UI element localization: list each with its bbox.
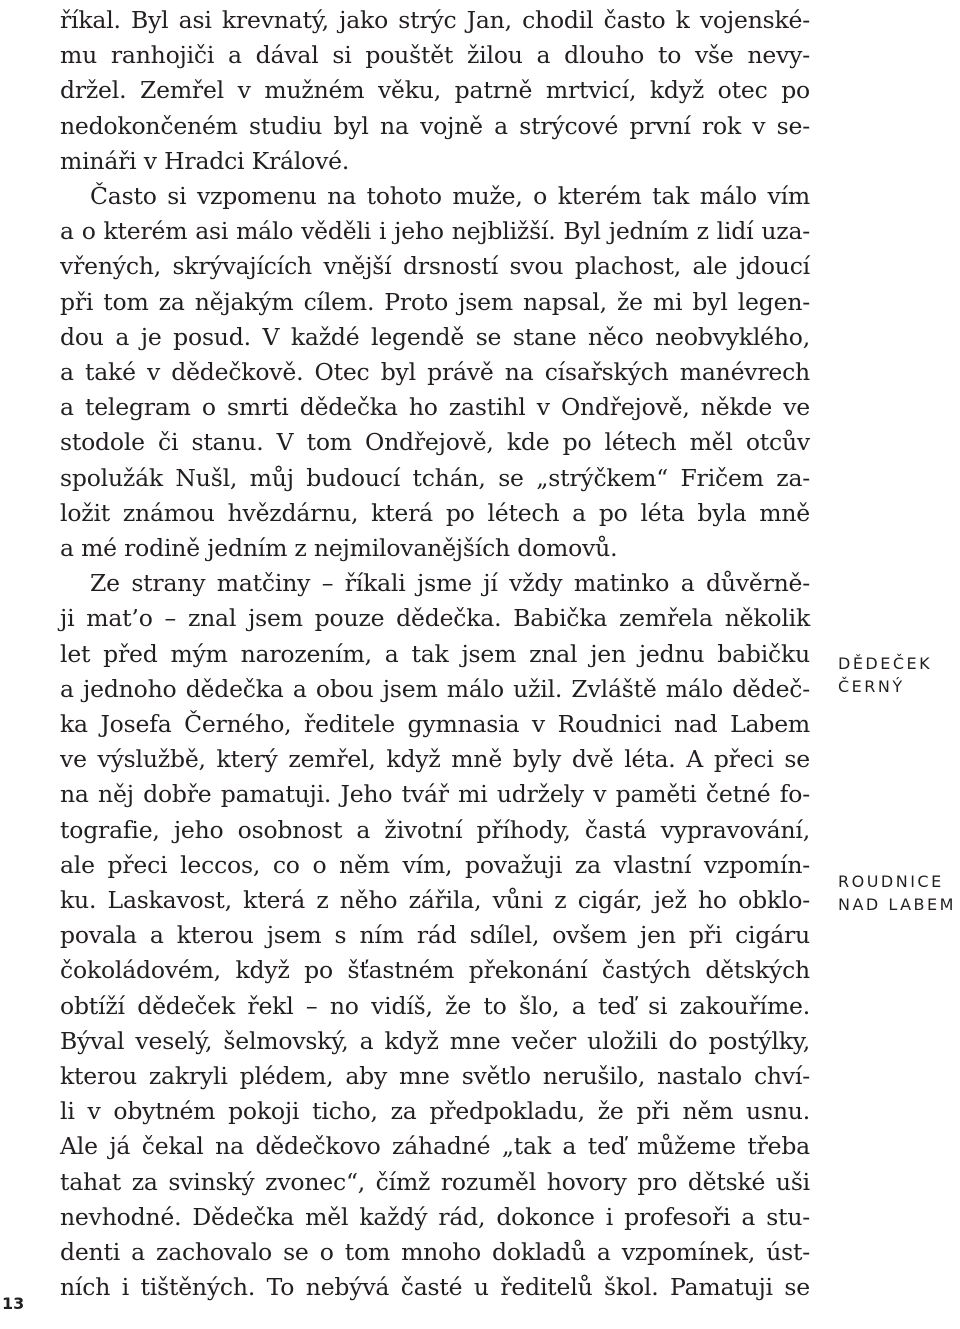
margin-note-line: ROUDNICE [838, 872, 944, 891]
text-line: dou a je posud. V každé legendě se stane něco neobvyklého, [60, 322, 810, 351]
text-line: ních i tištěných. To nebývá časté u ředitelů škol. Pamatuji se [60, 1273, 810, 1302]
text-line: nedokončeném studiu byl na vojně a strýcové první rok v se- [60, 111, 810, 140]
text-line: ku. Laskavost, která z něho zářila, vůni z cigár, jež ho obklo- [60, 886, 810, 914]
text-line: při tom za nějakým cílem. Proto jsem napsal, že mi byl legen- [60, 287, 810, 316]
text-line: kterou zakryli plédem, aby mne světlo nerušilo, nastalo chví- [60, 1062, 810, 1090]
text-line: ka Josefa Černého, ředitele gymnasia v Roudnici nad Labem [60, 710, 810, 738]
text-line: mu ranhojiči a dával si pouštět žilou a dlouho to vše nevy- [60, 41, 810, 70]
text-line: a telegram o smrti dědečka ho zastihl v Ondřejově, někde ve [60, 393, 810, 422]
text-line: Býval veselý, šelmovský, a když mne večer uložili do postýlky, [60, 1026, 810, 1055]
text-line: držel. Zemřel v mužném věku, patrně mrtvicí, když otec po [60, 76, 810, 105]
text-line: říkal. Byl asi krevnatý, jako strýc Jan, chodil často k vojenské- [60, 6, 810, 34]
text-line: denti a zachovalo se o tom mnoho dokladů a vzpomínek, úst- [60, 1238, 810, 1266]
text-line: stodole či stanu. V tom Ondřejově, kde po létech měl otcův [60, 428, 810, 457]
margin-note-roudnice [838, 870, 956, 916]
text-line: nevhodné. Dědečka měl každý rád, dokonce i profesoři a stu- [60, 1202, 810, 1231]
margin-note-line: DĚDEČEK [838, 654, 933, 673]
text-line: Často si vzpomenu na tohoto muže, o kterém tak málo vím [90, 182, 810, 210]
text-line: vřených, skrývajících vnější drsností svou plachost, ale jdoucí [60, 252, 810, 281]
text-line: a také v dědečkově. Otec byl právě na císařských manévrech [60, 358, 810, 386]
text-line: a jednoho dědečka a obou jsem málo užil. Zvláště málo dědeč- [60, 674, 810, 703]
text-line: Ale já čekal na dědečkovo záhadné „tak a teď můžeme třeba [60, 1132, 810, 1161]
text-line: spolužák Nušl, můj budoucí tchán, se „strýčkem“ Fričem za- [60, 463, 810, 492]
text-line: let před mým narozením, a tak jsem znal jen jednu babičku [60, 639, 810, 668]
text-line: a o kterém asi málo věděli i jeho nejbližší. Byl jedním z lidí uza- [60, 217, 810, 246]
text-line: Ze strany matčiny – říkali jsme jí vždy matinko a důvěrně- [90, 569, 810, 598]
text-line: li v obytném pokoji ticho, za předpokladu, že při něm usnu. [60, 1097, 810, 1126]
margin-note-dedecek-cerny [838, 652, 932, 698]
margin-note-line: ČERNÝ [838, 677, 905, 696]
text-line: čokoládovém, když po šťastném překonání častých dětských [60, 956, 810, 985]
text-line: ložit známou hvězdárnu, která po létech a po léta byla mně [60, 498, 810, 527]
text-line: a mé rodině jedním z nejmilovanějších domovů. [60, 534, 618, 562]
text-line: tahat za svinský zvonec“, čímž rozuměl hovory pro dětské uši [60, 1167, 810, 1196]
text-line: na něj dobře pamatuji. Jeho tvář mi udržely v paměti četné fo- [60, 780, 810, 809]
text-line: mináři v Hradci Králové. [60, 146, 350, 175]
text-line: ve výslužbě, který zemřel, když mně byly dvě léta. A přeci se [60, 745, 810, 774]
text-line: ji mat’o – znal jsem pouze dědečka. Babička zemřela několik [60, 604, 810, 633]
page-number: 13 [2, 1294, 25, 1313]
margin-note-line: NAD LABEM [838, 895, 956, 914]
text-line: obtíží dědeček řekl – no vidíš, že to šlo, a teď si zakouříme. [60, 991, 810, 1020]
text-line: tografie, jeho osobnost a životní příhody, častá vypravování, [60, 815, 810, 844]
text-line: povala a kterou jsem s ním rád sdílel, ovšem jen při cigáru [60, 921, 810, 950]
text-line: ale přeci leccos, co o něm vím, považuji za vlastní vzpomín- [60, 850, 810, 879]
